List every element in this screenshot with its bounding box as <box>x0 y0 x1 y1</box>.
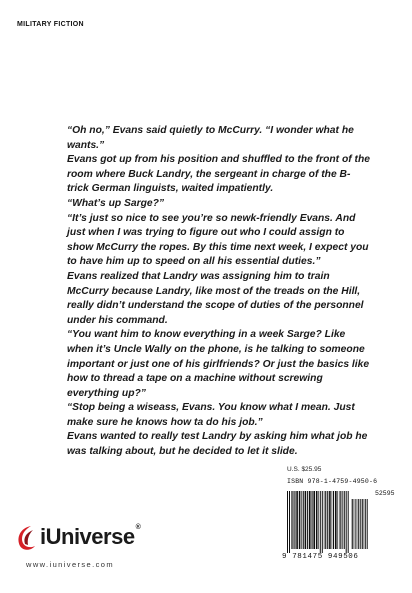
price-label: U.S. $25.95 <box>287 466 322 473</box>
barcode-bar <box>320 491 321 553</box>
supplement-barcode <box>352 499 368 549</box>
barcode-bar <box>340 491 341 549</box>
blurb-paragraph: Evans got up from his position and shuffled to the front of the room where Buck Landry, the sergeant in charge of the B-trick German linguists, waited impatiently. <box>67 154 370 195</box>
genre-label: MILITARY FICTION <box>17 21 84 28</box>
barcode-bar <box>360 499 361 549</box>
barcode-bar <box>358 499 359 549</box>
barcode-bar <box>355 499 356 549</box>
barcode-bar <box>337 491 338 549</box>
barcode-bar <box>318 491 319 549</box>
barcode-bar <box>296 491 298 549</box>
blurb-paragraph: Evans wanted to really test Landry by asking him what job he was talking about, but he decided to let it slide. <box>67 431 368 458</box>
barcode-bar <box>307 491 308 549</box>
barcode-bar <box>364 499 365 549</box>
barcode-bar <box>354 499 355 549</box>
barcode-bar <box>289 491 290 553</box>
barcode-bar <box>357 499 358 549</box>
blurb-paragraph: “You want him to know everything in a week Sarge? Like when it’s Uncle Wally on the phone, is he talking to someone important or just one of his girlfriends? Or just the basics like how to thread a tape on a machine without screwing everything up?” <box>67 329 370 399</box>
barcode-bar <box>299 491 301 549</box>
main-barcode <box>287 491 349 553</box>
barcode-bar <box>342 491 343 549</box>
publisher-name: iUniverse® <box>40 524 141 549</box>
barcode-bar <box>324 491 325 549</box>
barcode-bar <box>344 491 345 549</box>
barcode-bar <box>365 499 366 549</box>
barcode-bar <box>352 499 353 549</box>
barcode-bar <box>327 491 328 549</box>
barcode-bar <box>303 491 304 549</box>
back-cover-blurb <box>67 124 372 460</box>
blurb-paragraph: “It’s just so nice to see you’re so newk-friendly Evans. And just when I was trying to figure out who I could assign to show McCurry the ropes. By this time next week, I expect you to have him up to speed on all his essential duties.” <box>67 212 369 268</box>
barcode-bar <box>301 491 302 549</box>
blurb-paragraph: “Stop being a wiseass, Evans. You know what I mean. Just make sure he knows how ta do his job.” <box>67 402 355 428</box>
barcode-bar <box>346 491 347 553</box>
barcode-number: 9 781475 949506 <box>282 553 359 561</box>
barcode-bar <box>309 491 311 549</box>
barcode-bar <box>332 491 333 549</box>
price-code: 52595 <box>375 490 395 497</box>
blurb-paragraph: “Oh no,” Evans said quietly to McCurry. “I wonder what he wants.” <box>67 125 354 151</box>
barcode-bar <box>335 491 337 549</box>
barcode-bar <box>312 491 313 549</box>
barcode-bar <box>348 491 349 553</box>
iuniverse-swoosh-icon <box>16 522 38 552</box>
blurb-paragraph: “What’s up Sarge?” <box>67 197 165 209</box>
publisher-logo <box>16 522 140 552</box>
publisher-url: www.iuniverse.com <box>26 560 114 569</box>
barcode-bar <box>292 491 293 549</box>
barcode-bar <box>291 491 292 549</box>
blurb-paragraph: Evans realized that Landry was assigning him to train McCurry because Landry, like most of the treads on the Hill, really didn’t understand the scope of duties of the personnel under his command. <box>67 270 364 326</box>
barcode-bar <box>362 499 363 549</box>
barcode-bar <box>329 491 331 549</box>
barcode-bar <box>287 491 288 553</box>
isbn-text: ISBN 978-1-4759-4950-6 <box>287 478 378 485</box>
barcode-bar <box>294 491 295 549</box>
barcode-bar <box>325 491 326 549</box>
barcode-bar <box>316 491 318 549</box>
barcode-bar <box>313 491 315 549</box>
barcode-bar <box>367 499 368 549</box>
barcode-bar <box>322 491 323 553</box>
barcode-bar <box>333 491 334 549</box>
isbn-barcode <box>287 487 379 553</box>
barcode-bar <box>339 491 340 549</box>
barcode-bar <box>305 491 307 549</box>
